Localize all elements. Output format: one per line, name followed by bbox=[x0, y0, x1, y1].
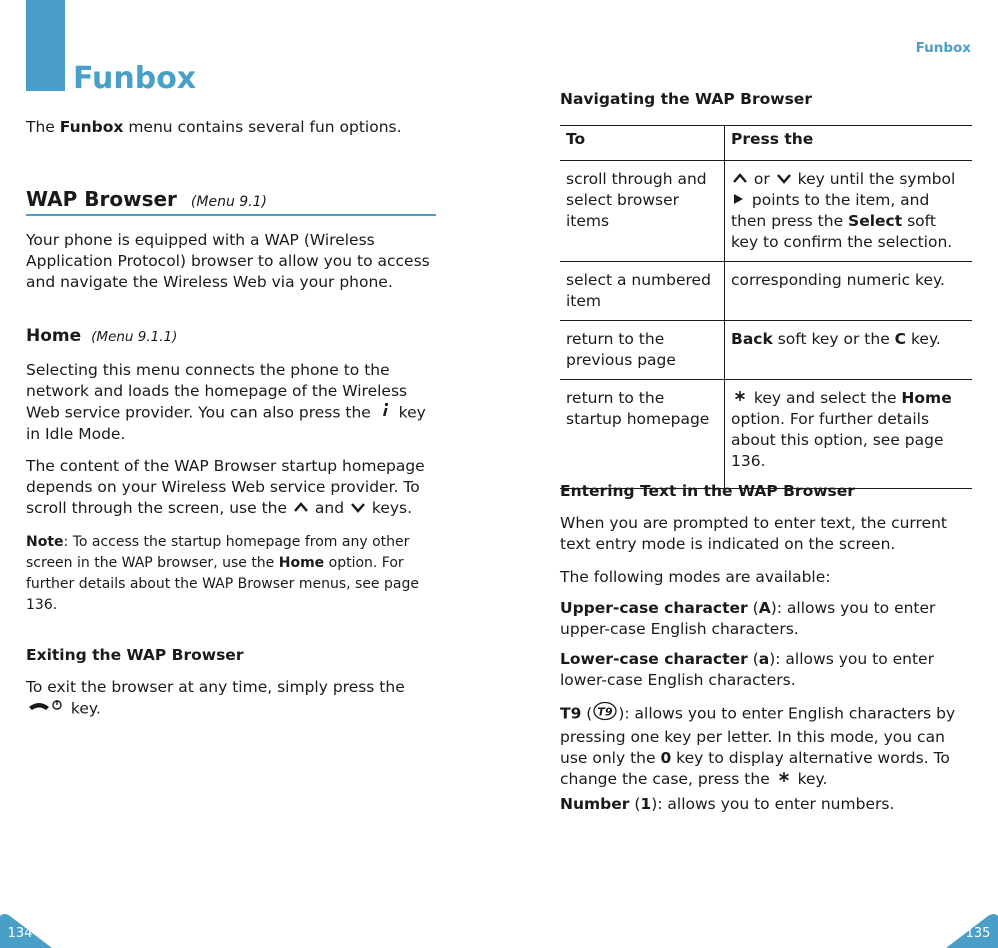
entering-heading: Entering Text in the WAP Browser bbox=[560, 482, 855, 500]
up-key-icon bbox=[731, 169, 749, 190]
note-home-bold: Home bbox=[278, 555, 325, 571]
wap-title: WAP Browser bbox=[26, 187, 177, 211]
table-cell-to: scroll through and select browser items bbox=[560, 161, 725, 262]
mode-lower-rest: : allows you to enter lower-case English characters. bbox=[560, 650, 934, 689]
note-label: Note bbox=[26, 534, 64, 550]
table-row bbox=[560, 380, 972, 489]
mode-t9-text-a: : allows you to enter English characters by pressing one key per letter. In this mode, you can use only the bbox=[560, 704, 956, 767]
pointer-triangle-icon bbox=[731, 190, 747, 211]
table-cell-to: select a numbered item bbox=[560, 262, 725, 321]
home-menu-ref: (Menu 9.1.1) bbox=[91, 329, 178, 345]
mode-number-bold: Number bbox=[560, 795, 630, 813]
down-key-icon bbox=[775, 169, 793, 190]
table-cell-press bbox=[725, 380, 973, 489]
home-p2-post: keys. bbox=[366, 499, 413, 517]
note-text-pre: : To access the startup homepage from any other screen in the WAP browser, use the bbox=[26, 534, 410, 571]
exiting-body-pre: To exit the browser at any time, simply press the bbox=[26, 678, 405, 696]
intro-funbox-bold: Funbox bbox=[59, 118, 124, 136]
running-head: Funbox bbox=[915, 40, 971, 56]
navigation-table bbox=[560, 125, 972, 489]
navigation-table-wrap bbox=[560, 125, 972, 489]
row2-text-end: key. bbox=[906, 330, 941, 348]
row2-c-bold: C bbox=[894, 330, 907, 348]
table-cell-to: return to the previous page bbox=[560, 321, 725, 380]
up-key-icon bbox=[292, 498, 310, 519]
t9-icon bbox=[592, 701, 618, 727]
table-row bbox=[560, 161, 972, 262]
home-p2-mid: and bbox=[309, 499, 349, 517]
row0-or: or bbox=[749, 170, 775, 188]
column-header-to: To bbox=[560, 126, 725, 161]
end-key-icon bbox=[26, 698, 66, 720]
column-header-press: Press the bbox=[731, 130, 814, 148]
mode-upper-case: Upper-case character (A): allows you to enter upper-case English characters. bbox=[560, 599, 936, 638]
row3-text-b: option. For further details about this option, see page 136. bbox=[731, 410, 944, 470]
row3-home-bold: Home bbox=[901, 389, 952, 407]
star-key-icon bbox=[775, 769, 793, 790]
mode-t9-text-b: key to display alternative words. To change the case, press the bbox=[560, 749, 950, 788]
table-cell-press bbox=[725, 161, 973, 262]
wap-menu-ref: (Menu 9.1) bbox=[190, 194, 267, 210]
table-cell-press: corresponding numeric key. bbox=[731, 271, 945, 289]
mode-t9-text-c: key. bbox=[792, 770, 828, 788]
mode-upper-bold: Upper-case character bbox=[560, 599, 748, 617]
home-paragraph-2 bbox=[26, 456, 436, 519]
row0-text-a: key until the symbol bbox=[792, 170, 956, 188]
row2-back-bold: Back bbox=[731, 330, 773, 348]
intro-paragraph bbox=[26, 117, 436, 138]
home-paragraph-1 bbox=[26, 360, 436, 445]
wap-i-key-icon bbox=[376, 402, 394, 424]
table-row bbox=[560, 321, 972, 380]
section-heading-wap bbox=[26, 185, 436, 216]
down-key-icon bbox=[349, 498, 367, 519]
navigating-heading: Navigating the WAP Browser bbox=[560, 90, 812, 108]
mode-number-rest: : allows you to enter numbers. bbox=[657, 795, 895, 813]
svg-text:T9: T9 bbox=[597, 705, 613, 719]
table-header-row bbox=[560, 126, 972, 161]
home-title: Home bbox=[26, 326, 82, 346]
note-text-post: option. For further details about the WAP Browser menus, see page 136. bbox=[26, 555, 419, 613]
intro-text-post: menu contains several fun options. bbox=[123, 118, 402, 136]
mode-t9-bold: T9 bbox=[560, 704, 582, 723]
mode-t9: T9 ( T9 ): allows you to enter English characters by pressing one key per letter. In this mode, you can use only the 0 key to display alternative words. To change the case, press the key. bbox=[560, 701, 972, 790]
exiting-body bbox=[26, 677, 436, 720]
wap-body: Your phone is equipped with a WAP (Wireless Application Protocol) browser to allow you to access and navigate the Wireless Web via your phone. bbox=[26, 231, 430, 291]
mode-lower-case: Lower-case character (a): allows you to enter lower-case English characters. bbox=[560, 650, 934, 689]
row0-text-c: soft key to confirm the selection. bbox=[731, 212, 953, 251]
page-number-tab-right bbox=[946, 908, 998, 948]
home-heading bbox=[26, 326, 436, 348]
mode-number: Number (1): allows you to enter numbers. bbox=[560, 795, 895, 813]
page-number-left: 134 bbox=[7, 926, 33, 941]
row0-text-b: points to the item, and then press the bbox=[731, 191, 930, 230]
entering-paragraph-2: The following modes are available: bbox=[560, 568, 831, 586]
page-number-tab-left bbox=[0, 908, 52, 948]
row3-text-a: key and select the bbox=[749, 389, 902, 407]
star-key-icon bbox=[731, 388, 749, 409]
home-p2-pre: The content of the WAP Browser startup homepage depends on your Wireless Web service provider. To scroll through the screen, use the bbox=[26, 457, 425, 517]
mode-t9-zero-key: 0 bbox=[660, 749, 672, 767]
table-row bbox=[560, 262, 972, 321]
page-number-right: 135 bbox=[965, 926, 991, 941]
mode-number-key: 1 bbox=[640, 795, 652, 813]
entering-paragraph-1: When you are prompted to enter text, the current text entry mode is indicated on the screen. bbox=[560, 514, 947, 553]
row0-select-bold: Select bbox=[848, 212, 903, 230]
section-rule bbox=[26, 214, 436, 216]
exiting-body-post: key. bbox=[66, 699, 101, 718]
intro-text-pre: The bbox=[26, 118, 60, 136]
mode-upper-key: A bbox=[758, 599, 771, 617]
mode-upper-rest: : allows you to enter upper-case English characters. bbox=[560, 599, 936, 638]
row2-text-mid: soft key or the bbox=[772, 330, 895, 348]
home-p1-pre: Selecting this menu connects the phone to the network and loads the homepage of the Wireless Web service provider. You can also press the bbox=[26, 361, 408, 422]
mode-lower-bold: Lower-case character bbox=[560, 650, 748, 668]
exiting-heading: Exiting the WAP Browser bbox=[26, 646, 244, 664]
table-cell-to: return to the startup homepage bbox=[560, 380, 725, 489]
home-p1-post: key in Idle Mode. bbox=[26, 403, 426, 443]
mode-lower-key: a bbox=[758, 650, 770, 668]
chapter-title: Funbox bbox=[73, 61, 197, 96]
table-cell-press bbox=[725, 321, 973, 380]
chapter-accent-bar bbox=[26, 0, 65, 91]
home-note bbox=[26, 532, 436, 616]
